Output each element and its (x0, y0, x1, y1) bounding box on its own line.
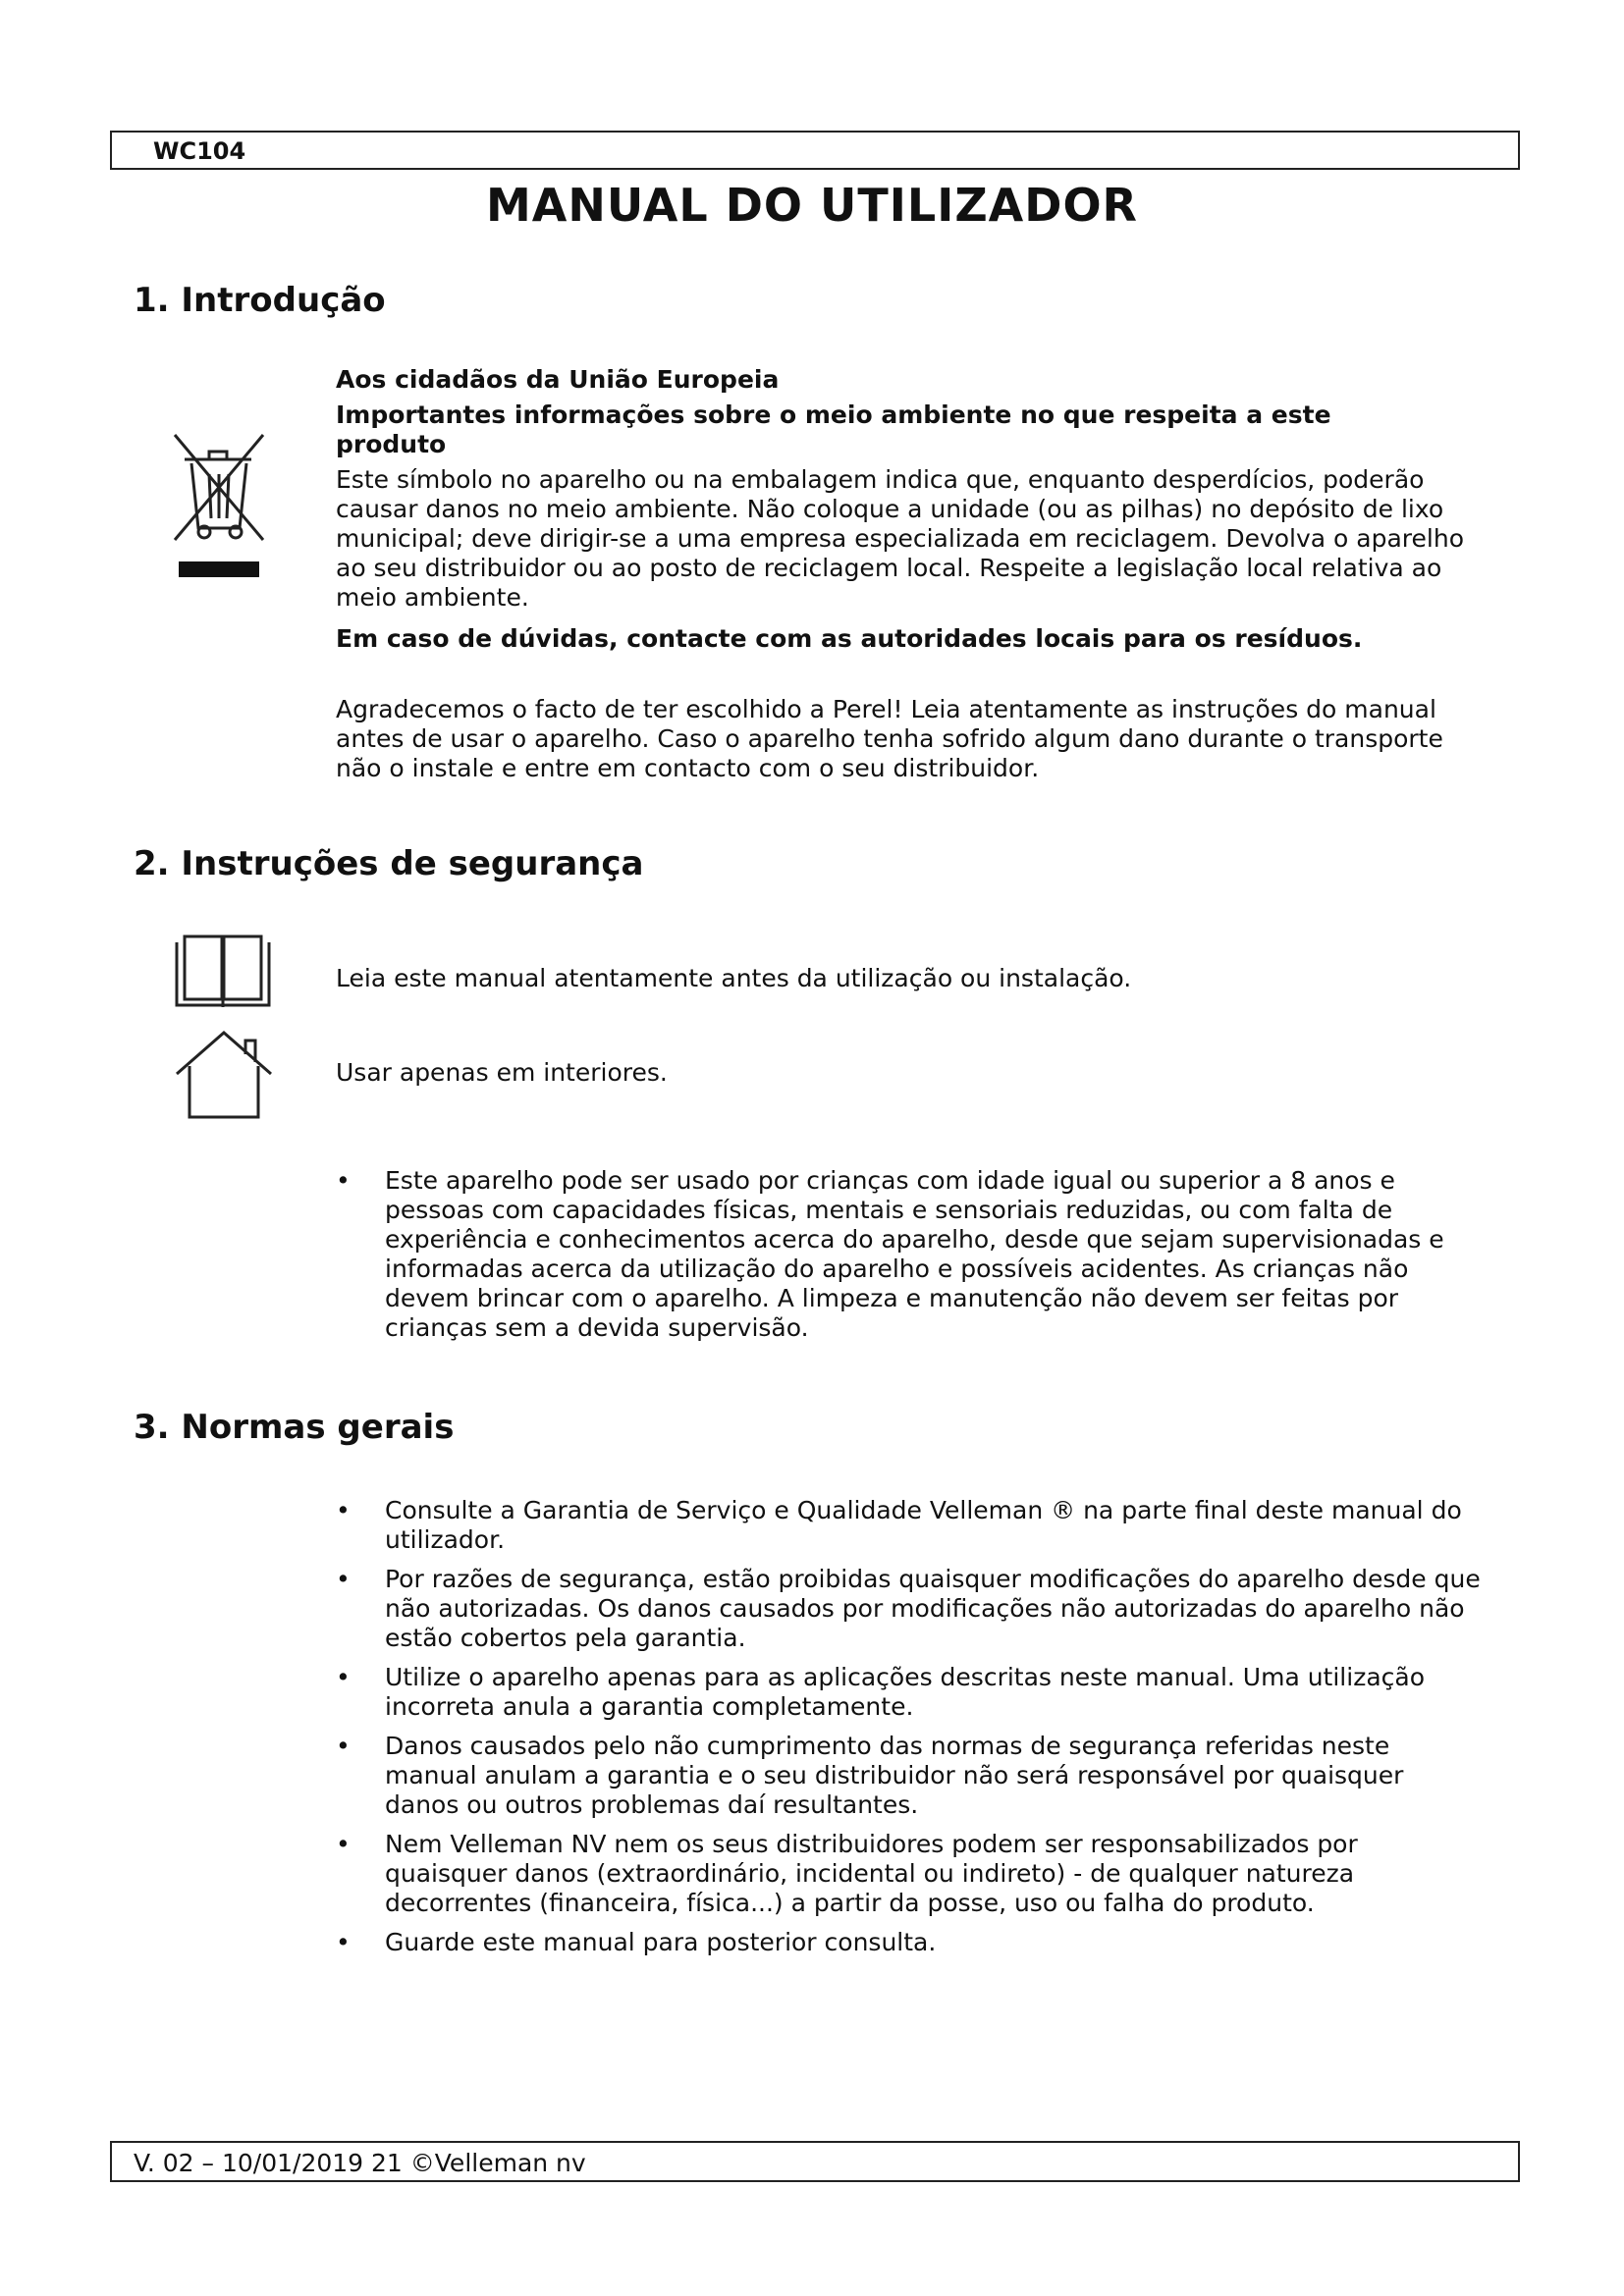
bullet-icon: • (336, 1732, 351, 1760)
norm-item-text: Consulte a Garantia de Serviço e Qualidade Velleman ® na parte final deste manual do utilizador. (385, 1496, 1462, 1554)
read-manual-icon (173, 933, 273, 1011)
norm-item-text: Utilize o aparelho apenas para as aplicações descritas neste manual. Uma utilização incorreta anula a garantia completamente. (385, 1663, 1425, 1721)
list-item (336, 1565, 1485, 1653)
eu-citizens-heading: Aos cidadãos da União Europeia (336, 365, 780, 394)
children-warning-text: Este aparelho pode ser usado por crianças com idade igual ou superior a 8 anos e pessoas com capacidades físicas, mentais e sensoriais reduzidas, ou com falta de experiência e conhecimentos acerca do aparelho, desde que sejam supervisionadas e informadas acerca da utilização do aparelho e possíveis acidentes. As crianças não devem brincar com o aparelho. A limpeza e manutenção não devem ser feitas por crianças sem a devida supervisão. (385, 1166, 1444, 1342)
section-3-heading: 3. Normas gerais (134, 1408, 455, 1447)
bullet-icon: • (336, 1663, 351, 1691)
safety-bullet-list (336, 1166, 1485, 1353)
norm-item-text: Guarde este manual para posterior consulta. (385, 1928, 937, 1956)
indoor-use-text: Usar apenas em interiores. (336, 1058, 668, 1087)
list-item (336, 1928, 1485, 1957)
section-1-heading: 1. Introdução (134, 281, 386, 320)
norm-item-text: Danos causados pelo não cumprimento das normas de segurança referidas neste manual anulam a garantia e o seu distribuidor não será responsável por quaisquer danos ou outros problemas daí resultantes. (385, 1732, 1404, 1819)
bullet-icon: • (336, 1565, 351, 1593)
list-item (336, 1166, 1485, 1343)
footer-box (110, 2141, 1520, 2182)
list-item (336, 1663, 1485, 1722)
footer-text: V. 02 – 10/01/2019 21 ©Velleman nv (134, 2149, 586, 2177)
bullet-icon: • (336, 1928, 351, 1956)
list-item (336, 1830, 1485, 1918)
bullet-icon: • (336, 1830, 351, 1858)
bullet-icon: • (336, 1496, 351, 1524)
weee-bin-icon (165, 430, 273, 587)
list-item (336, 1496, 1485, 1555)
norm-item-text: Nem Velleman NV nem os seus distribuidores podem ser responsabilizados por quaisquer danos (extraordinário, incidental ou indireto) - de qualquer natureza decorrentes (financeira, física...) a partir da posse, uso ou falha do produto. (385, 1830, 1358, 1917)
doubts-text: Em caso de dúvidas, contacte com as autoridades locais para os resíduos. (336, 624, 1363, 653)
header-box (110, 131, 1520, 170)
env-info-heading: Importantes informações sobre o meio ambiente no que respeita a este produto (336, 400, 1331, 458)
page-title: MANUAL DO UTILIZADOR (486, 179, 1138, 232)
norm-item-text: Por razões de segurança, estão proibidas quaisquer modificações do aparelho desde que não autorizadas. Os danos causados por modificações não autorizadas do aparelho não estão cobertos pela garantia. (385, 1565, 1481, 1652)
read-manual-text: Leia este manual atentamente antes da utilização ou instalação. (336, 964, 1132, 992)
thanks-text: Agradecemos o facto de ter escolhido a Perel! Leia atentamente as instruções do manual antes de usar o aparelho. Caso o aparelho tenha sofrido algum dano durante o transporte não o instale e entre em contacto com o seu distribuidor. (336, 695, 1443, 782)
bullet-icon: • (336, 1166, 351, 1195)
list-item (336, 1732, 1485, 1820)
section-2-heading: 2. Instruções de segurança (134, 844, 644, 883)
model-number: WC104 (153, 137, 246, 165)
general-norms-list (336, 1496, 1485, 1967)
env-info-text: Este símbolo no aparelho ou na embalagem indica que, enquanto desperdícios, poderão causar danos no meio ambiente. Não coloque a unidade (ou as pilhas) no depósito de lixo municipal; deve dirigir-se a uma empresa especializada em reciclagem. Devolva o aparelho ao seu distribuidor ou ao posto de reciclagem local. Respeite a legislação local relativa ao meio ambiente. (336, 465, 1464, 612)
indoor-house-icon (173, 1029, 275, 1121)
